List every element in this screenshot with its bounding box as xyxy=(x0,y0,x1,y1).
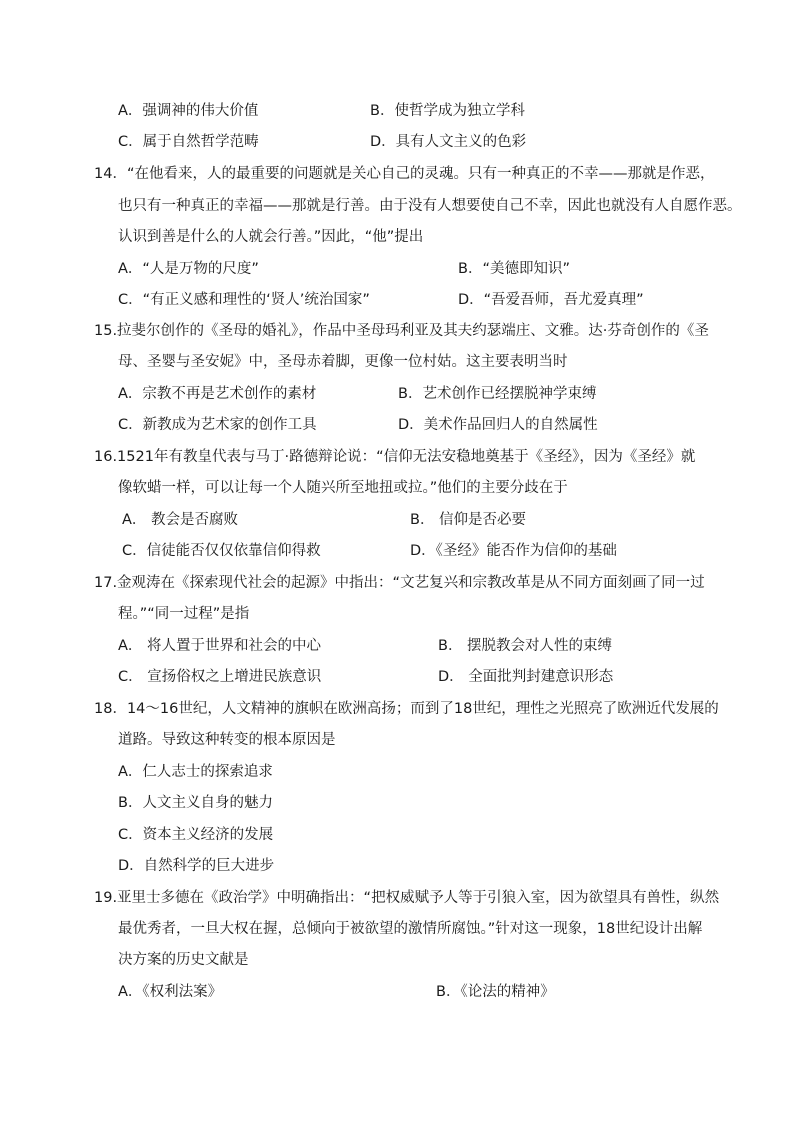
q19-option-a[interactable]: A．《权利法案》 xyxy=(118,984,223,1000)
q13-option-b[interactable]: B．使哲学成为独立学科 xyxy=(370,103,525,119)
q17-option-d[interactable]: D． 全面批判封建意识形态 xyxy=(438,669,614,685)
q16-option-d[interactable]: D．《圣经》能否作为信仰的基础 xyxy=(410,543,617,559)
q17-stem-line-1: 17.金观涛在《探索现代社会的起源》中指出：“文艺复兴和宗教改革是从不同方面刻画了同一过 xyxy=(94,575,705,591)
q15-option-a[interactable]: A．宗教不再是艺术创作的素材 xyxy=(118,386,317,402)
q14-option-a[interactable]: A．“人是万物的尺度” xyxy=(118,261,259,277)
q16-option-a[interactable]: A． 教会是否腐败 xyxy=(122,512,239,528)
q16-stem-line-1: 16.1521年有教皇代表与马丁·路德辩论说：“信仰无法安稳地奠基于《圣经》，因为《圣经》就 xyxy=(94,449,696,465)
q17-option-b[interactable]: B． 摆脱教会对人性的束缚 xyxy=(438,638,613,654)
q13-option-a[interactable]: A．强调神的伟大价值 xyxy=(118,103,259,119)
q16-option-b[interactable]: B． 信仰是否必要 xyxy=(410,512,527,528)
q14-option-b[interactable]: B．“美德即知识” xyxy=(458,261,570,277)
q18-option-b[interactable]: B．人文主义自身的魅力 xyxy=(118,795,273,811)
q17-option-c[interactable]: C． 宣扬俗权之上增进民族意识 xyxy=(118,669,322,685)
q13-option-d[interactable]: D．具有人文主义的色彩 xyxy=(370,134,527,150)
q18-option-c[interactable]: C．资本主义经济的发展 xyxy=(118,827,274,843)
q18-option-d[interactable]: D．自然科学的巨大进步 xyxy=(118,858,275,874)
q19-stem-line-1: 19.亚里士多德在《政治学》中明确指出：“把权威赋予人等于引狼入室，因为欲望具有兽性，纵然 xyxy=(94,890,720,906)
q18-option-a[interactable]: A．仁人志士的探索追求 xyxy=(118,764,273,780)
q14-stem-line-1: 14．“在他看来，人的最重要的问题就是关心自己的灵魂。只有一种真正的不幸——那就是作恶， xyxy=(94,166,715,182)
q19-stem-line-3: 决方案的历史文献是 xyxy=(118,952,249,968)
q14-option-d[interactable]: D．“吾爱吾师，吾尤爱真理” xyxy=(458,292,644,308)
q19-stem-line-2: 最优秀者，一旦大权在握，总倾向于被欲望的激情所腐蚀。”针对这一现象，18世纪设计出解 xyxy=(118,921,703,937)
q18-stem-line-2: 道路。导致这种转变的根本原因是 xyxy=(118,732,336,748)
q13-option-c[interactable]: C．属于自然哲学范畴 xyxy=(118,134,259,150)
q14-stem-line-3: 认识到善是什么的人就会行善。”因此，“他”提出 xyxy=(118,229,424,245)
q14-option-c[interactable]: C．“有正义感和理性的‘贤人’统治国家” xyxy=(118,292,370,308)
q17-stem-line-2: 程。”“同一过程”是指 xyxy=(118,606,250,622)
q19-option-b[interactable]: B．《论法的精神》 xyxy=(436,984,555,1000)
q16-stem-line-2: 像软蜡一样，可以让每一个人随兴所至地扭或拉。”他们的主要分歧在于 xyxy=(118,480,568,496)
q17-option-a[interactable]: A． 将人置于世界和社会的中心 xyxy=(118,638,322,654)
q18-stem-line-1: 18．14～16世纪，人文精神的旗帜在欧洲高扬；而到了18世纪，理性之光照亮了欧洲近代发展的 xyxy=(94,701,719,717)
q15-option-d[interactable]: D．美术作品回归人的自然属性 xyxy=(398,417,598,433)
q15-option-c[interactable]: C．新教成为艺术家的创作工具 xyxy=(118,417,317,433)
q16-option-c[interactable]: C．信徒能否仅仅依靠信仰得救 xyxy=(122,543,321,559)
q15-stem-line-2: 母、圣婴与圣安妮》中，圣母赤着脚，更像一位村姑。这主要表明当时 xyxy=(118,354,568,370)
q14-stem-line-2: 也只有一种真正的幸福——那就是行善。由于没有人想要使自己不幸，因此也就没有人自愿作恶。 xyxy=(118,198,742,214)
q15-stem-line-1: 15.拉斐尔创作的《圣母的婚礼》，作品中圣母玛利亚及其夫约瑟端庄、文雅。达·芬奇创作的《圣 xyxy=(94,323,709,339)
q15-option-b[interactable]: B．艺术创作已经摆脱神学束缚 xyxy=(398,386,597,402)
